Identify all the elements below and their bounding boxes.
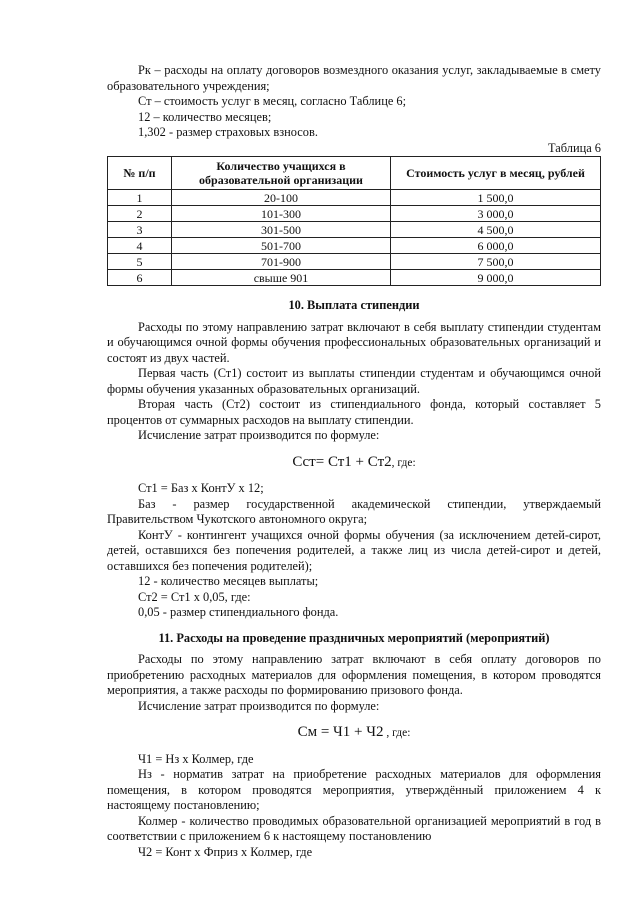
table-row (108, 238, 601, 254)
section-10-paragraph-2: Первая часть (Ст1) состоит из выплаты стипендии студентам и обучающимся очной формы обучения указанных образовательных организаций. (107, 366, 601, 396)
row-student-count: 701-900 (172, 254, 391, 270)
row-student-count: 301-500 (172, 222, 391, 238)
row-number: 5 (108, 254, 172, 270)
row-monthly-cost: 4 500,0 (391, 222, 601, 238)
row-number: 2 (108, 206, 172, 222)
table-row (108, 190, 601, 206)
fund-rate-definition: 0,05 - размер стипендиального фонда. (138, 605, 339, 619)
row-number: 4 (108, 238, 172, 254)
stipend-formula-expression: Сст= Ст1 + Ст2 (292, 453, 392, 470)
header-monthly-cost: Стоимость услуг в месяц, рублей (391, 157, 601, 190)
row-monthly-cost: 7 500,0 (391, 254, 601, 270)
row-number: 3 (108, 222, 172, 238)
table-row (108, 206, 601, 222)
table-row (108, 222, 601, 238)
section-10-paragraph-1: Расходы по этому направлению затрат включают в себя выплату стипендии студентам и обучающимся очной формы обучения профессиональных образовательных организаций и состоят из двух частей. (107, 319, 601, 365)
row-student-count: 101-300 (172, 206, 391, 222)
ch1-definition: Ч1 = Нз х Колмер, где (138, 751, 254, 766)
section-10-title: 10. Выплата стипендии (288, 298, 420, 312)
row-student-count: 501-700 (172, 238, 391, 254)
events-formula (107, 725, 601, 742)
header-number: № п/п (108, 157, 172, 190)
ch2-definition: Ч2 = Конт х Фприз х Колмер, где (138, 844, 313, 859)
st-definition: Ст – стоимость услуг в месяц, согласно Таблице 6; (138, 94, 407, 108)
row-monthly-cost: 3 000,0 (391, 206, 601, 222)
document-content (107, 63, 601, 860)
section-11-paragraph-2: Исчисление затрат производится по формуле: (138, 698, 380, 713)
table-header-row (108, 157, 601, 190)
cost-table (107, 156, 601, 286)
row-student-count: 20-100 (172, 190, 391, 206)
baz-definition: Баз - размер государственной академической стипендии, утверждаемый Правительством Чукотского автономного округа; (107, 496, 601, 526)
months-definition: 12 – количество месяцев; (138, 109, 272, 124)
section-10-paragraph-3: Вторая часть (Ст2) состоит из стипендиального фонда, который составляет 5 процентов от суммарных расходов на выплату стипендии. (107, 397, 601, 427)
kolmer-definition: Колмер - количество проводимых образовательной организацией мероприятий в год в соответствии с приложением 6 к настоящему постановлению (107, 813, 601, 843)
row-number: 1 (108, 190, 172, 206)
stipend-formula (107, 455, 601, 472)
st1-definition: Ст1 = Баз х КонтУ х 12; (138, 481, 264, 495)
table-row (108, 270, 601, 286)
nz-definition: Нз - норматив затрат на приобретение расходных материалов для оформления помещения, в котором проводятся мероприятия, утверждённый приложением 4 к настоящему постановлению; (107, 767, 601, 812)
table-row (108, 254, 601, 270)
events-formula-expression: См = Ч1 + Ч2 (297, 724, 384, 740)
row-number: 6 (108, 270, 172, 286)
section-11-paragraph-1: Расходы по этому направлению затрат включают в себя оплату договоров по приобретению расходных материалов для оформления помещения, в котором проводятся мероприятия, а также расходы по формированию призового фонда. (107, 652, 601, 697)
header-student-count: Количество учащихся в образовательной организации (172, 157, 391, 190)
row-student-count: свыше 901 (172, 270, 391, 286)
section-11-title: 11. Расходы на проведение праздничных мероприятий (мероприятий) (158, 630, 550, 645)
section-10-paragraph-4: Исчисление затрат производится по формуле: (138, 428, 380, 442)
st2-definition: Ст2 = Ст1 х 0,05, где: (138, 589, 251, 604)
row-monthly-cost: 6 000,0 (391, 238, 601, 254)
rk-definition: Рк – расходы на оплату договоров возмездного оказания услуг, закладываемые в смету образовательного учреждения; (107, 63, 601, 93)
kontu-definition: КонтУ - контингент учащихся очной формы обучения (за исключением детей-сирот, детей, оставшихся без попечения родителей, а также лиц из числа детей-сирот и детей, оставшихся без попечения родителей); (107, 527, 601, 573)
row-monthly-cost: 1 500,0 (391, 190, 601, 206)
events-formula-tail: , где: (383, 727, 411, 739)
stipend-formula-tail: , где: (391, 456, 416, 469)
insurance-definition: 1,302 - размер страховых взносов. (138, 125, 318, 139)
months-payment-definition: 12 - количество месяцев выплаты; (138, 574, 319, 588)
row-monthly-cost: 9 000,0 (391, 270, 601, 286)
table-caption: Таблица 6 (548, 140, 601, 155)
